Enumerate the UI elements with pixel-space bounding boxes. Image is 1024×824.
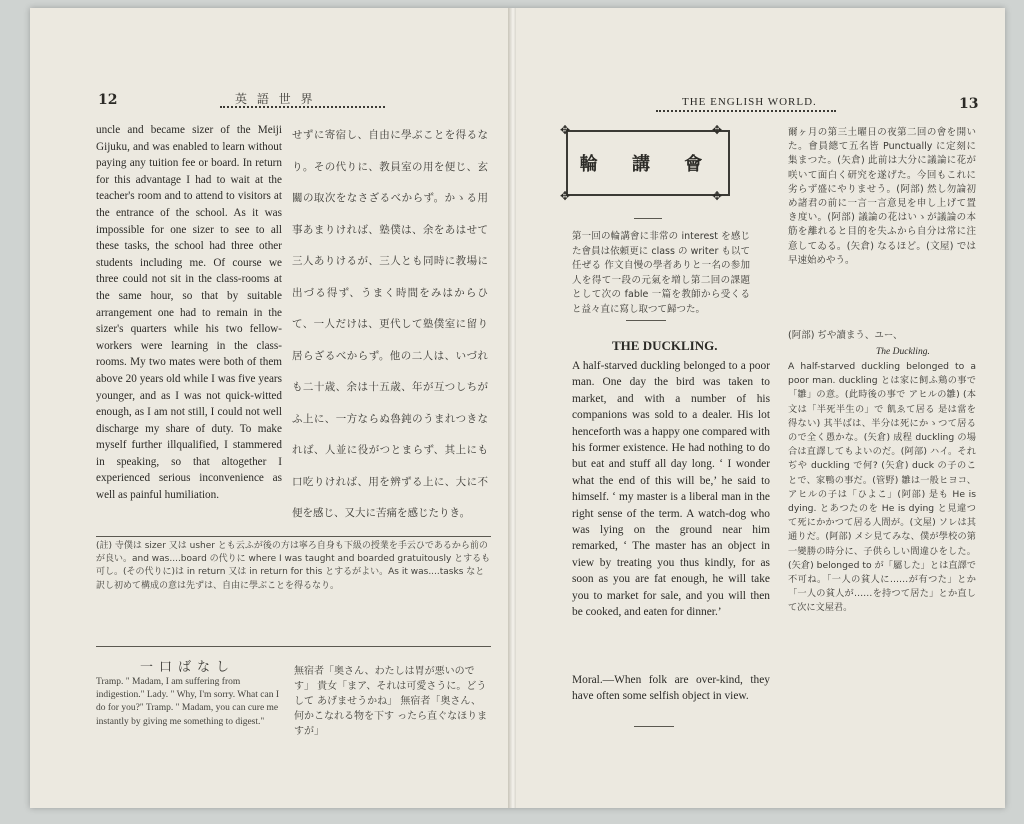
title-box bbox=[560, 123, 736, 203]
corner-ornament-icon: ✥ bbox=[711, 123, 736, 137]
right-page bbox=[516, 8, 1005, 808]
notes-rule-bottom bbox=[96, 646, 491, 647]
head-rule bbox=[656, 104, 836, 112]
page-number: 12 bbox=[98, 92, 118, 108]
story-title: THE DUCKLING. bbox=[612, 338, 718, 353]
moral-text: Moral.—When folk are over-kind, they have often some selfish object in view. bbox=[572, 674, 770, 703]
running-head: THE ENGLISH WORLD. bbox=[682, 96, 817, 108]
short-rule bbox=[626, 320, 666, 321]
commentary-bottom: A half-starved duckling belonged to a poor man. duckling とは家に飼ふ鶏の事で「雛」の意。(此時後の事で アヒルの雛) (本文は「半死半生の」で 飢ゑて居る 是は當を得ない) 其半ばは、半分は死にかゝつて居るので全く愚かな。(矢倉) 成程 duckling の場合は直譯してもよいのだ。(阿部) ハイ。それぢや duckling で何? (矢倉) duck の子のことで、家鴨の事だ。(管野) 雛は一般ヒヨコ、アヒルの子は「ひよこ」(阿部) 是も He is dying. とあつたのを He is dying と見違つて死にかかつて居る人間が。(文屋) ソレは其通りだ。(阿部) メシ見てみな、僕が學校の第一變勝の時分に、子供らしい間違ひをした。(矢倉) belonged to が「屬した」とは直譯で不可ね。「一人の貧人に……が有つた」とか「一人の貧人が……を持つて居た」とか直して次に文屋君。 bbox=[788, 361, 976, 614]
english-column: uncle and became sizer of the Meiji Gijuku, and was enabled to learn without paying any tuition fee or board. In return for this advantage I had to wait at the teacher's room and to attend to visitors at the entrance of the school. As it was impossible for one sizer to see to all these tasks, the school had three other students including me. Of course we three could not sit in the class-rooms at the same hour, so that by suitable arrangement one had to remain in the sizer's quarters while his two fellow-workers were learning in the class-rooms. My two mates were both of them above 20 years old while I was five years younger, and as I was not quick-witted enough, as I am not still, I could not well discharge my share of duty. To make myself further illqualified, I stammered in speaking, so that altogether I experienced serious inconvenience as well as painful humiliation. bbox=[96, 124, 282, 502]
commentary-story-label: The Duckling. bbox=[876, 347, 930, 357]
page-number: 13 bbox=[959, 96, 979, 112]
story-text: A half-starved duckling belonged to a poor man. One day the bird was taken to market, and with a number of his companions was sold to a dealer. His lot henceforth was a happy one compared with his former existence. He had nothing to do but eat and stuff all day long. ‘ I wonder what the end of this will be,’ he said to himself. ‘ my master is a liberal man in the right sense of the term. A watch-dog who was lying on the ground near him remarked, ‘ The master has an object in view by treating you thus kindly, for as soon as you are fat enough, he will take you to market for sale, and you will then be cooked, and eaten for dinner.’ bbox=[572, 360, 770, 619]
short-rule bbox=[634, 726, 674, 727]
notes-rule-top bbox=[96, 536, 491, 537]
head-rule bbox=[220, 100, 385, 108]
box-title: 輪 講 會 bbox=[579, 154, 717, 175]
joke-japanese: 無宿者「奥さん、わたしは胃が悪いので す」 貴女「まア、それは可愛さうに。どうして あげませうかね」 無宿者「奥さん、何かこなれる物を下す ったら直ぐなほりますが」 bbox=[294, 666, 488, 737]
corner-ornament-icon: ✥ bbox=[560, 189, 585, 203]
open-book bbox=[30, 8, 1005, 808]
short-rule bbox=[634, 218, 662, 219]
joke-title: 一口ばなし bbox=[140, 660, 236, 675]
intro-text: 第一回の輪講會に非常の interest を感じた會員は依頼更に class の writer も以て任ぜる 作文自慢の學者ありと一名の参加人を得て一段の元氣を増し第二回の課題として次の fable 一篇を教師から受くると益々直に寫し取つて歸つた。 bbox=[572, 231, 750, 315]
notes: (註) 寺僕は sizer 又は usher とも云ふが後の方は寧ろ自身も下級の授業を手云ひであるから前のが良い。and was....board の代りに where I was taught and boarded gratuitously とするも可し。(その代りに)は in return 又は in return for this とするがよい。As it was....tasks なと訳し初めて構成の意は先ずは、自由に學ぶことを得るなり。 bbox=[96, 541, 491, 591]
corner-ornament-icon: ✥ bbox=[560, 123, 585, 137]
japanese-column: せずに寄宿し、自由に學ぶことを得るなり。その代りに、教員室の用を便じ、玄關の取次をなさざるべからず。かゝる用事あまりければ、塾僕は、余をあはせて三人ありけるが、三人とも同時に教場に出づる得ず、うまく時間をみはからひて、一人だけは、更代して塾僕室に留り居らざるべからず。他の二人は、いづれも二十歳、余は十五歳、年が互つしちがふ上に、一方ならぬ魯鈍のうまれつきなれば、人並に役がつとまらず、其上にも口吃りければ、用を辨ずる上に、大に不便を感じ、又大に苦痛を感じたりき。 bbox=[292, 129, 488, 519]
joke-english: Tramp. " Madam, I am suffering from indigestion." Lady. " Why, I'm sorry. What can I do for you?" Tramp. " Madam, you can cure me instantly by giving me something to digest." bbox=[96, 677, 279, 727]
commentary-top: 爾ヶ月の第三土曜日の夜第二回の會を開いた。會員總て五名皆 Punctually に定刻に集まつた。(矢倉) 此前は大分に議論に花が咲いて面白く研究を遂げた。今回もこれに劣らず盛にやりませう。(阿部) 然し勿論初め諸君の前に一言一言意見を申し上げて置き度い。(阿部) 議論の花はいゝが議論の本筋を離れると目的を失ふから自分は常に注意してゐる。(矢倉) なるほど。(文屋) では早速始めやう。 bbox=[788, 127, 976, 266]
running-head: 英 語 世 界 bbox=[235, 92, 316, 106]
corner-ornament-icon: ✥ bbox=[711, 189, 736, 203]
commentary-sub: (阿部) ぢや讀まう、ユー、 bbox=[788, 330, 903, 341]
left-page bbox=[30, 8, 510, 808]
